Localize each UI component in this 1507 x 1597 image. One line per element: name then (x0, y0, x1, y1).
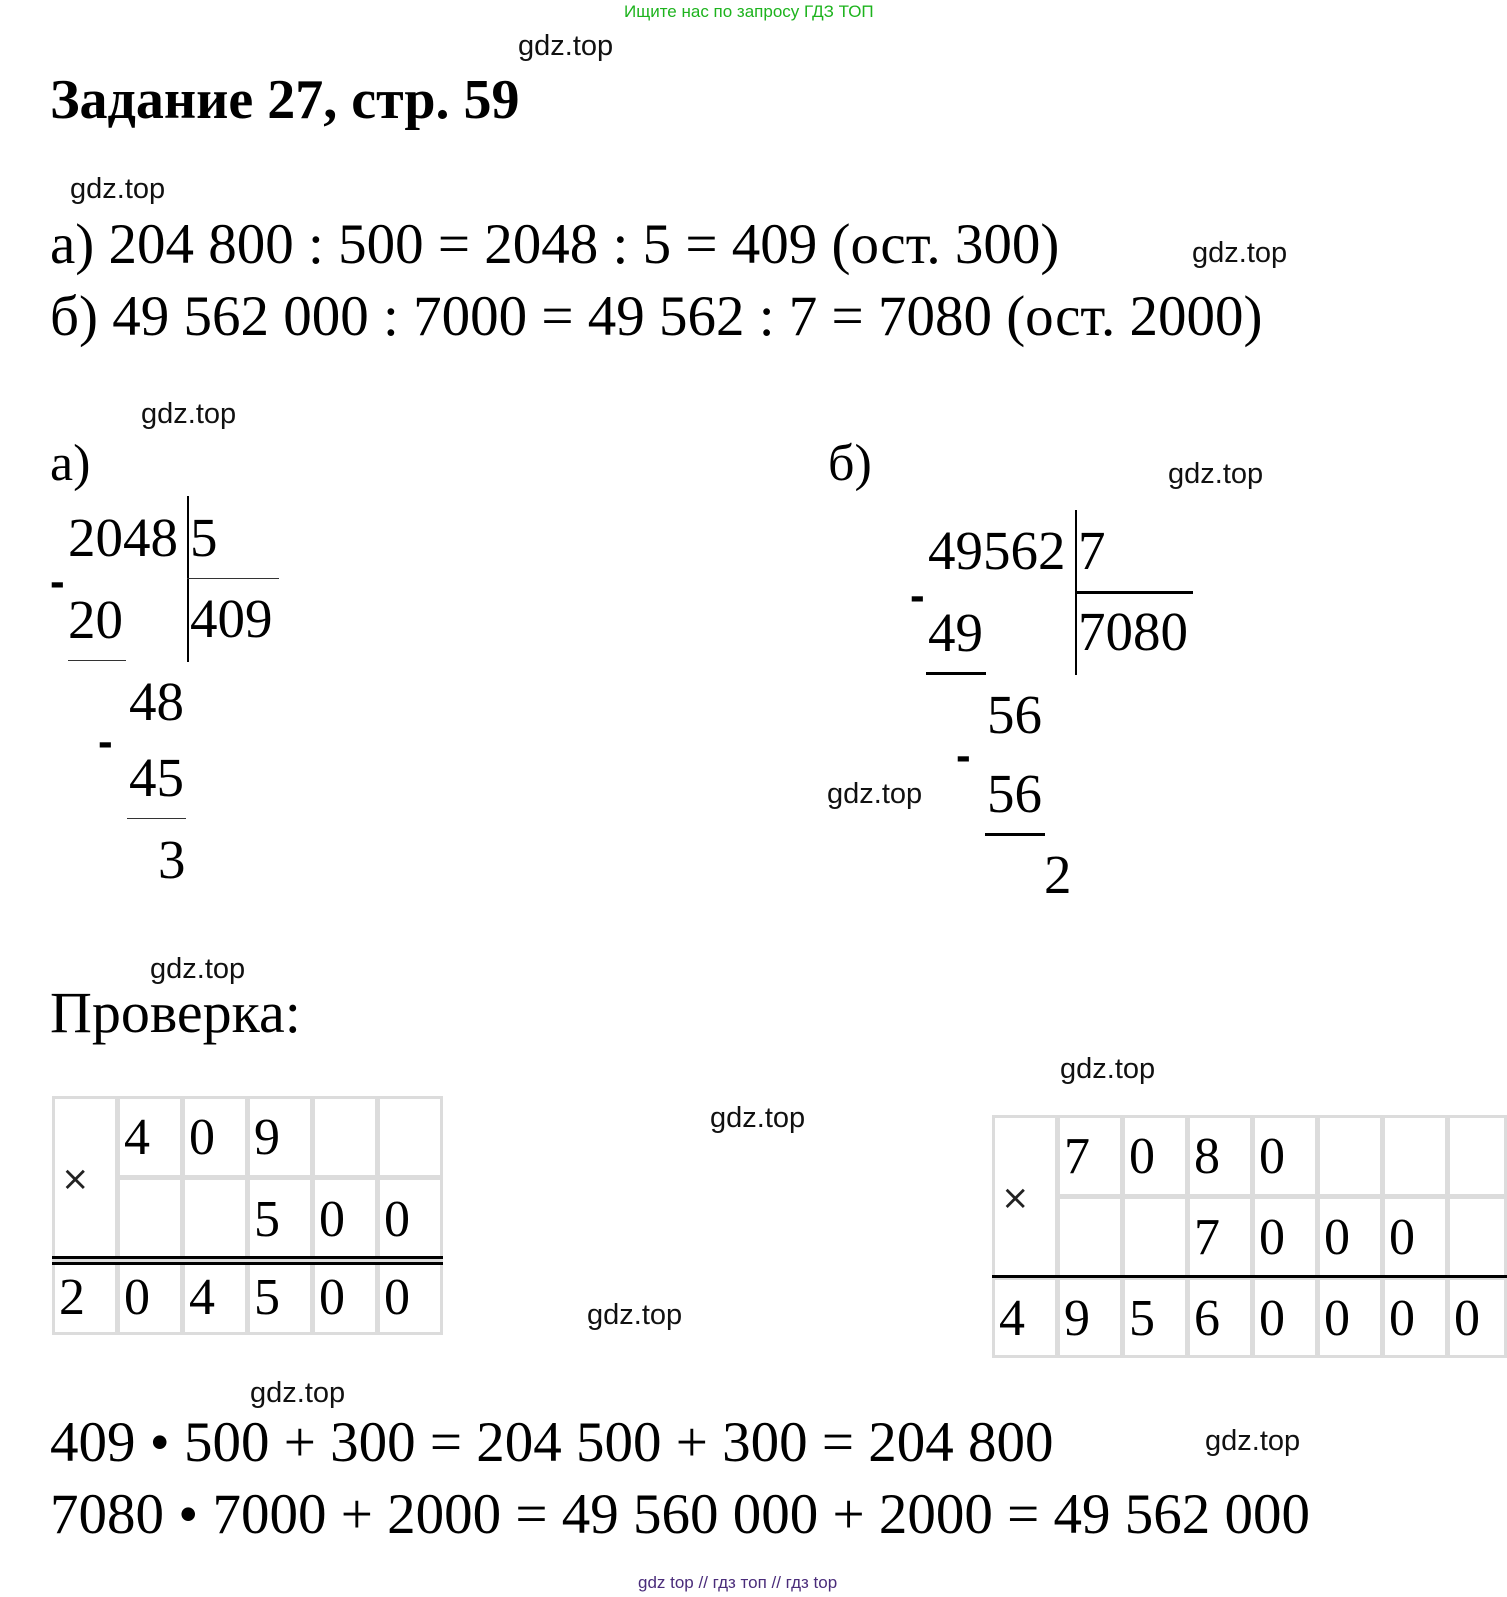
division-a-divisor-line (187, 578, 279, 579)
grid-b-result-cell: 4 (992, 1277, 1058, 1358)
grid-a-r2-cell: 0 (312, 1177, 378, 1260)
grid-b-r2-cell: 0 (1317, 1196, 1383, 1278)
grid-a-r1-cell: 9 (247, 1096, 313, 1178)
division-b-step1-line (926, 672, 986, 675)
grid-b-r2-cell (1447, 1196, 1507, 1278)
grid-a-r2-cell (117, 1177, 183, 1260)
grid-a-r1-cell: 0 (182, 1096, 248, 1178)
multiply-sign: × (52, 1096, 118, 1260)
watermark: gdz.top (1060, 1053, 1156, 1085)
grid-b-result-cell: 0 (1382, 1277, 1448, 1358)
division-a-step2b: 45 (129, 747, 184, 808)
grid-a-r2-cell: 0 (377, 1177, 443, 1260)
division-b-remainder: 2 (1044, 844, 1072, 905)
grid-a-r2-cell: 5 (247, 1177, 313, 1260)
minus-sign: - (50, 557, 65, 606)
grid-b-r1-cell (1447, 1115, 1507, 1197)
watermark: gdz.top (587, 1299, 683, 1331)
division-a-bar (187, 496, 189, 662)
page-title: Задание 27, стр. 59 (50, 69, 520, 131)
final-equation-a: 409 • 500 + 300 = 204 500 + 300 = 204 800 (50, 1411, 1054, 1474)
division-a-step2a: 48 (129, 671, 184, 732)
top-banner: Ищите нас по запросу ГДЗ ТОП (624, 2, 874, 21)
grid-a-result-cell: 5 (247, 1259, 313, 1335)
division-a-label: а) (50, 435, 91, 492)
watermark: gdz.top (1168, 458, 1264, 490)
division-b-dividend: 49562 (928, 520, 1066, 581)
division-a-quotient: 409 (190, 588, 273, 649)
watermark: gdz.top (141, 398, 237, 430)
grid-a-sum-line (52, 1256, 443, 1259)
division-a-divisor: 5 (190, 507, 218, 568)
grid-b-r2-cell: 0 (1382, 1196, 1448, 1278)
grid-b-result-cell: 6 (1187, 1277, 1253, 1358)
grid-a-sum-line (52, 1262, 443, 1265)
division-b-step2a: 56 (987, 684, 1042, 745)
division-b-divisor-line (1075, 591, 1193, 594)
grid-b-r1-cell: 8 (1187, 1115, 1253, 1197)
grid-b-r2-cell (1057, 1196, 1123, 1278)
grid-b-result-cell: 9 (1057, 1277, 1123, 1358)
equation-a: а) 204 800 : 500 = 2048 : 5 = 409 (ост. 300) (50, 213, 1060, 276)
division-b-step2-line (985, 833, 1045, 836)
grid-a-r2-cell (182, 1177, 248, 1260)
minus-sign: - (910, 571, 925, 620)
grid-b-r2-cell (1122, 1196, 1188, 1278)
watermark: gdz.top (1192, 237, 1288, 269)
grid-a-r1-cell (377, 1096, 443, 1178)
watermark: gdz.top (1205, 1425, 1301, 1457)
watermark: gdz.top (827, 778, 923, 810)
watermark: gdz.top (250, 1377, 346, 1409)
watermark: gdz.top (518, 30, 614, 62)
multiply-sign: × (992, 1115, 1058, 1278)
grid-a-r1-cell: 4 (117, 1096, 183, 1178)
equation-b: б) 49 562 000 : 7000 = 49 562 : 7 = 7080 (ост. 2000) (50, 285, 1263, 348)
division-a-step2-line (127, 818, 186, 819)
grid-a-result-cell: 2 (52, 1259, 118, 1335)
minus-sign: - (956, 731, 971, 780)
division-b-step1: 49 (928, 602, 983, 663)
grid-a-result-cell: 0 (312, 1259, 378, 1335)
division-a-step1: 20 (68, 589, 123, 650)
grid-b-r2-cell: 0 (1252, 1196, 1318, 1278)
division-b-label: б) (828, 435, 872, 492)
grid-b-r2-cell: 7 (1187, 1196, 1253, 1278)
grid-b-r1-cell: 7 (1057, 1115, 1123, 1197)
grid-b-sum-line (992, 1275, 1507, 1278)
grid-b-r1-cell: 0 (1122, 1115, 1188, 1197)
grid-b-r1-cell (1382, 1115, 1448, 1197)
watermark: gdz.top (70, 173, 166, 205)
grid-b-r1-cell (1317, 1115, 1383, 1197)
division-b-divisor: 7 (1078, 520, 1106, 581)
grid-b-r1-cell: 0 (1252, 1115, 1318, 1197)
grid-b-result-cell: 0 (1447, 1277, 1507, 1358)
grid-a-result-cell: 4 (182, 1259, 248, 1335)
division-a-step1-line (68, 660, 126, 661)
watermark: gdz.top (150, 953, 246, 985)
division-b-step2b: 56 (987, 763, 1042, 824)
check-title: Проверка: (50, 980, 301, 1045)
minus-sign: - (98, 717, 113, 766)
grid-a-result-cell: 0 (377, 1259, 443, 1335)
division-b-quotient: 7080 (1078, 601, 1188, 662)
bottom-banner: gdz top // гдз топ // гдз top (638, 1573, 838, 1592)
final-equation-b: 7080 • 7000 + 2000 = 49 560 000 + 2000 = 49 562 000 (50, 1483, 1311, 1546)
grid-b-result-cell: 0 (1252, 1277, 1318, 1358)
grid-b-result-cell: 5 (1122, 1277, 1188, 1358)
grid-b-result-cell: 0 (1317, 1277, 1383, 1358)
division-a-remainder: 3 (158, 829, 186, 890)
grid-a-result-cell: 0 (117, 1259, 183, 1335)
grid-a-r1-cell (312, 1096, 378, 1178)
watermark: gdz.top (710, 1102, 806, 1134)
division-a-dividend: 2048 (68, 507, 178, 568)
